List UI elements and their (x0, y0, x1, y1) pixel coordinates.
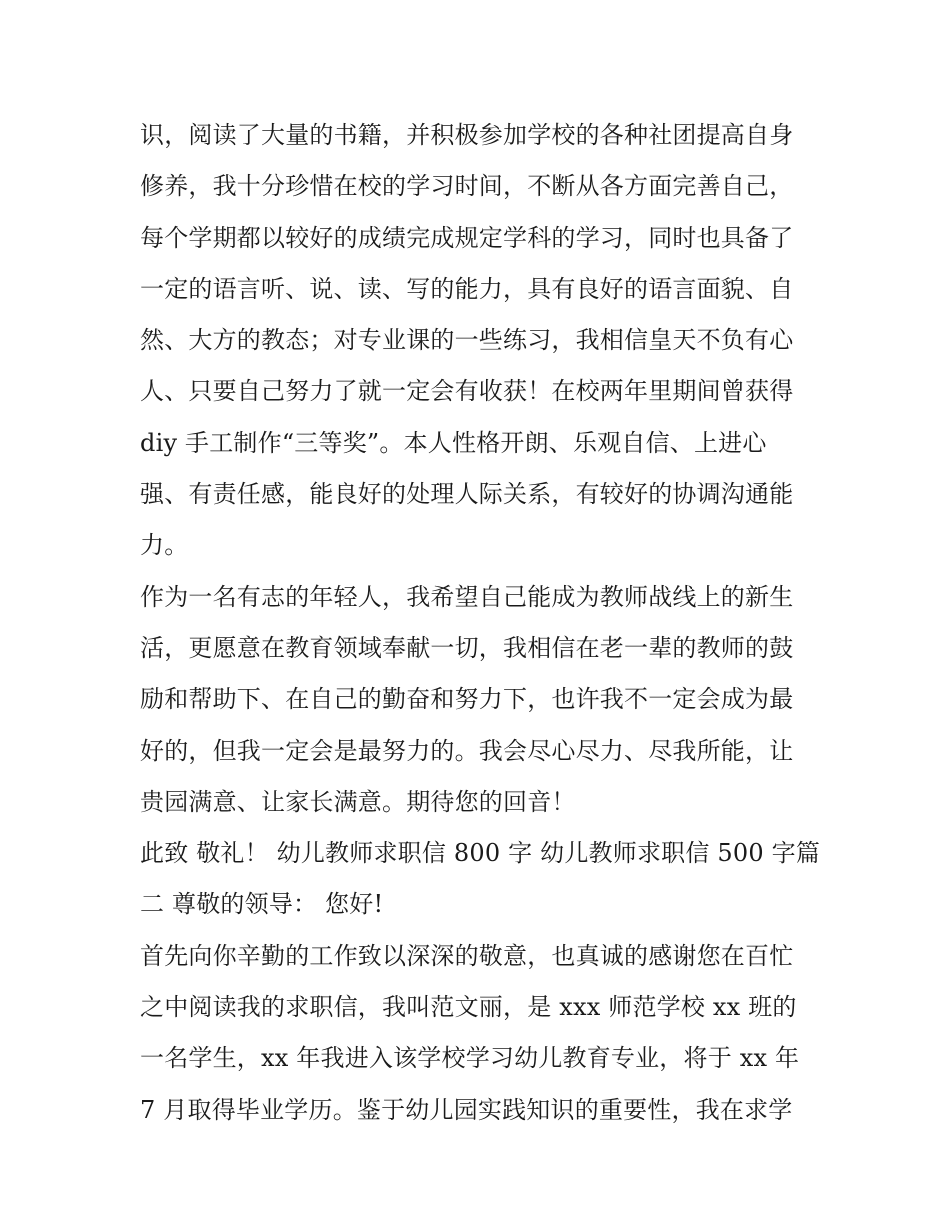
text-line: 此致 敬礼！ 幼儿教师求职信 800 字 幼儿教师求职信 500 字篇 (140, 839, 821, 868)
text-line: 二 尊敬的领导： 您好! (140, 890, 384, 919)
text-line: 每个学期都以较好的成绩完成规定学科的学习，同时也具备了 (140, 223, 794, 252)
text-line: 强、有责任感，能良好的处理人际关系，有较好的协调沟通能 (140, 480, 794, 509)
text-line: 好的，但我一定会是最努力的。我会尽心尽力、尽我所能，让 (140, 736, 794, 765)
text-line: 力。 (140, 531, 189, 560)
text-line: diy 手工制作“三等奖”。本人性格开朗、乐观自信、上进心 (140, 428, 767, 457)
text-line: 人、只要自己努力了就一定会有收获！在校两年里期间曾获得 (140, 377, 794, 406)
text-line: 作为一名有志的年轻人，我希望自己能成为教师战线上的新生 (140, 582, 794, 611)
text-line: 贵园满意、让家长满意。期待您的回音！ (140, 787, 576, 816)
text-line: 然、大方的教态；对专业课的一些练习，我相信皇天不负有心 (140, 326, 794, 355)
text-line: 7 月取得毕业学历。鉴于幼儿园实践知识的重要性，我在求学 (140, 1095, 793, 1124)
text-line: 首先向你辛勤的工作致以深深的敬意，也真诚的感谢您在百忙 (140, 941, 794, 970)
document-body (140, 110, 820, 1136)
text-line: 修养，我十分珍惜在校的学习时间，不断从各方面完善自己， (140, 172, 794, 201)
text-line: 识，阅读了大量的书籍，并积极参加学校的各种社团提高自身 (140, 121, 794, 149)
text-line: 之中阅读我的求职信，我叫范文丽，是 xxx 师范学校 xx 班的 (140, 993, 797, 1022)
text-line: 励和帮助下、在自己的勤奋和努力下，也许我不一定会成为最 (140, 685, 794, 714)
text-line: 一定的语言听、说、读、写的能力，具有良好的语言面貌、自 (140, 274, 794, 303)
text-line: 一名学生，xx 年我进入该学校学习幼儿教育专业，将于 xx 年 (140, 1044, 800, 1073)
text-line: 活，更愿意在教育领域奉献一切，我相信在老一辈的教师的鼓 (140, 633, 794, 662)
